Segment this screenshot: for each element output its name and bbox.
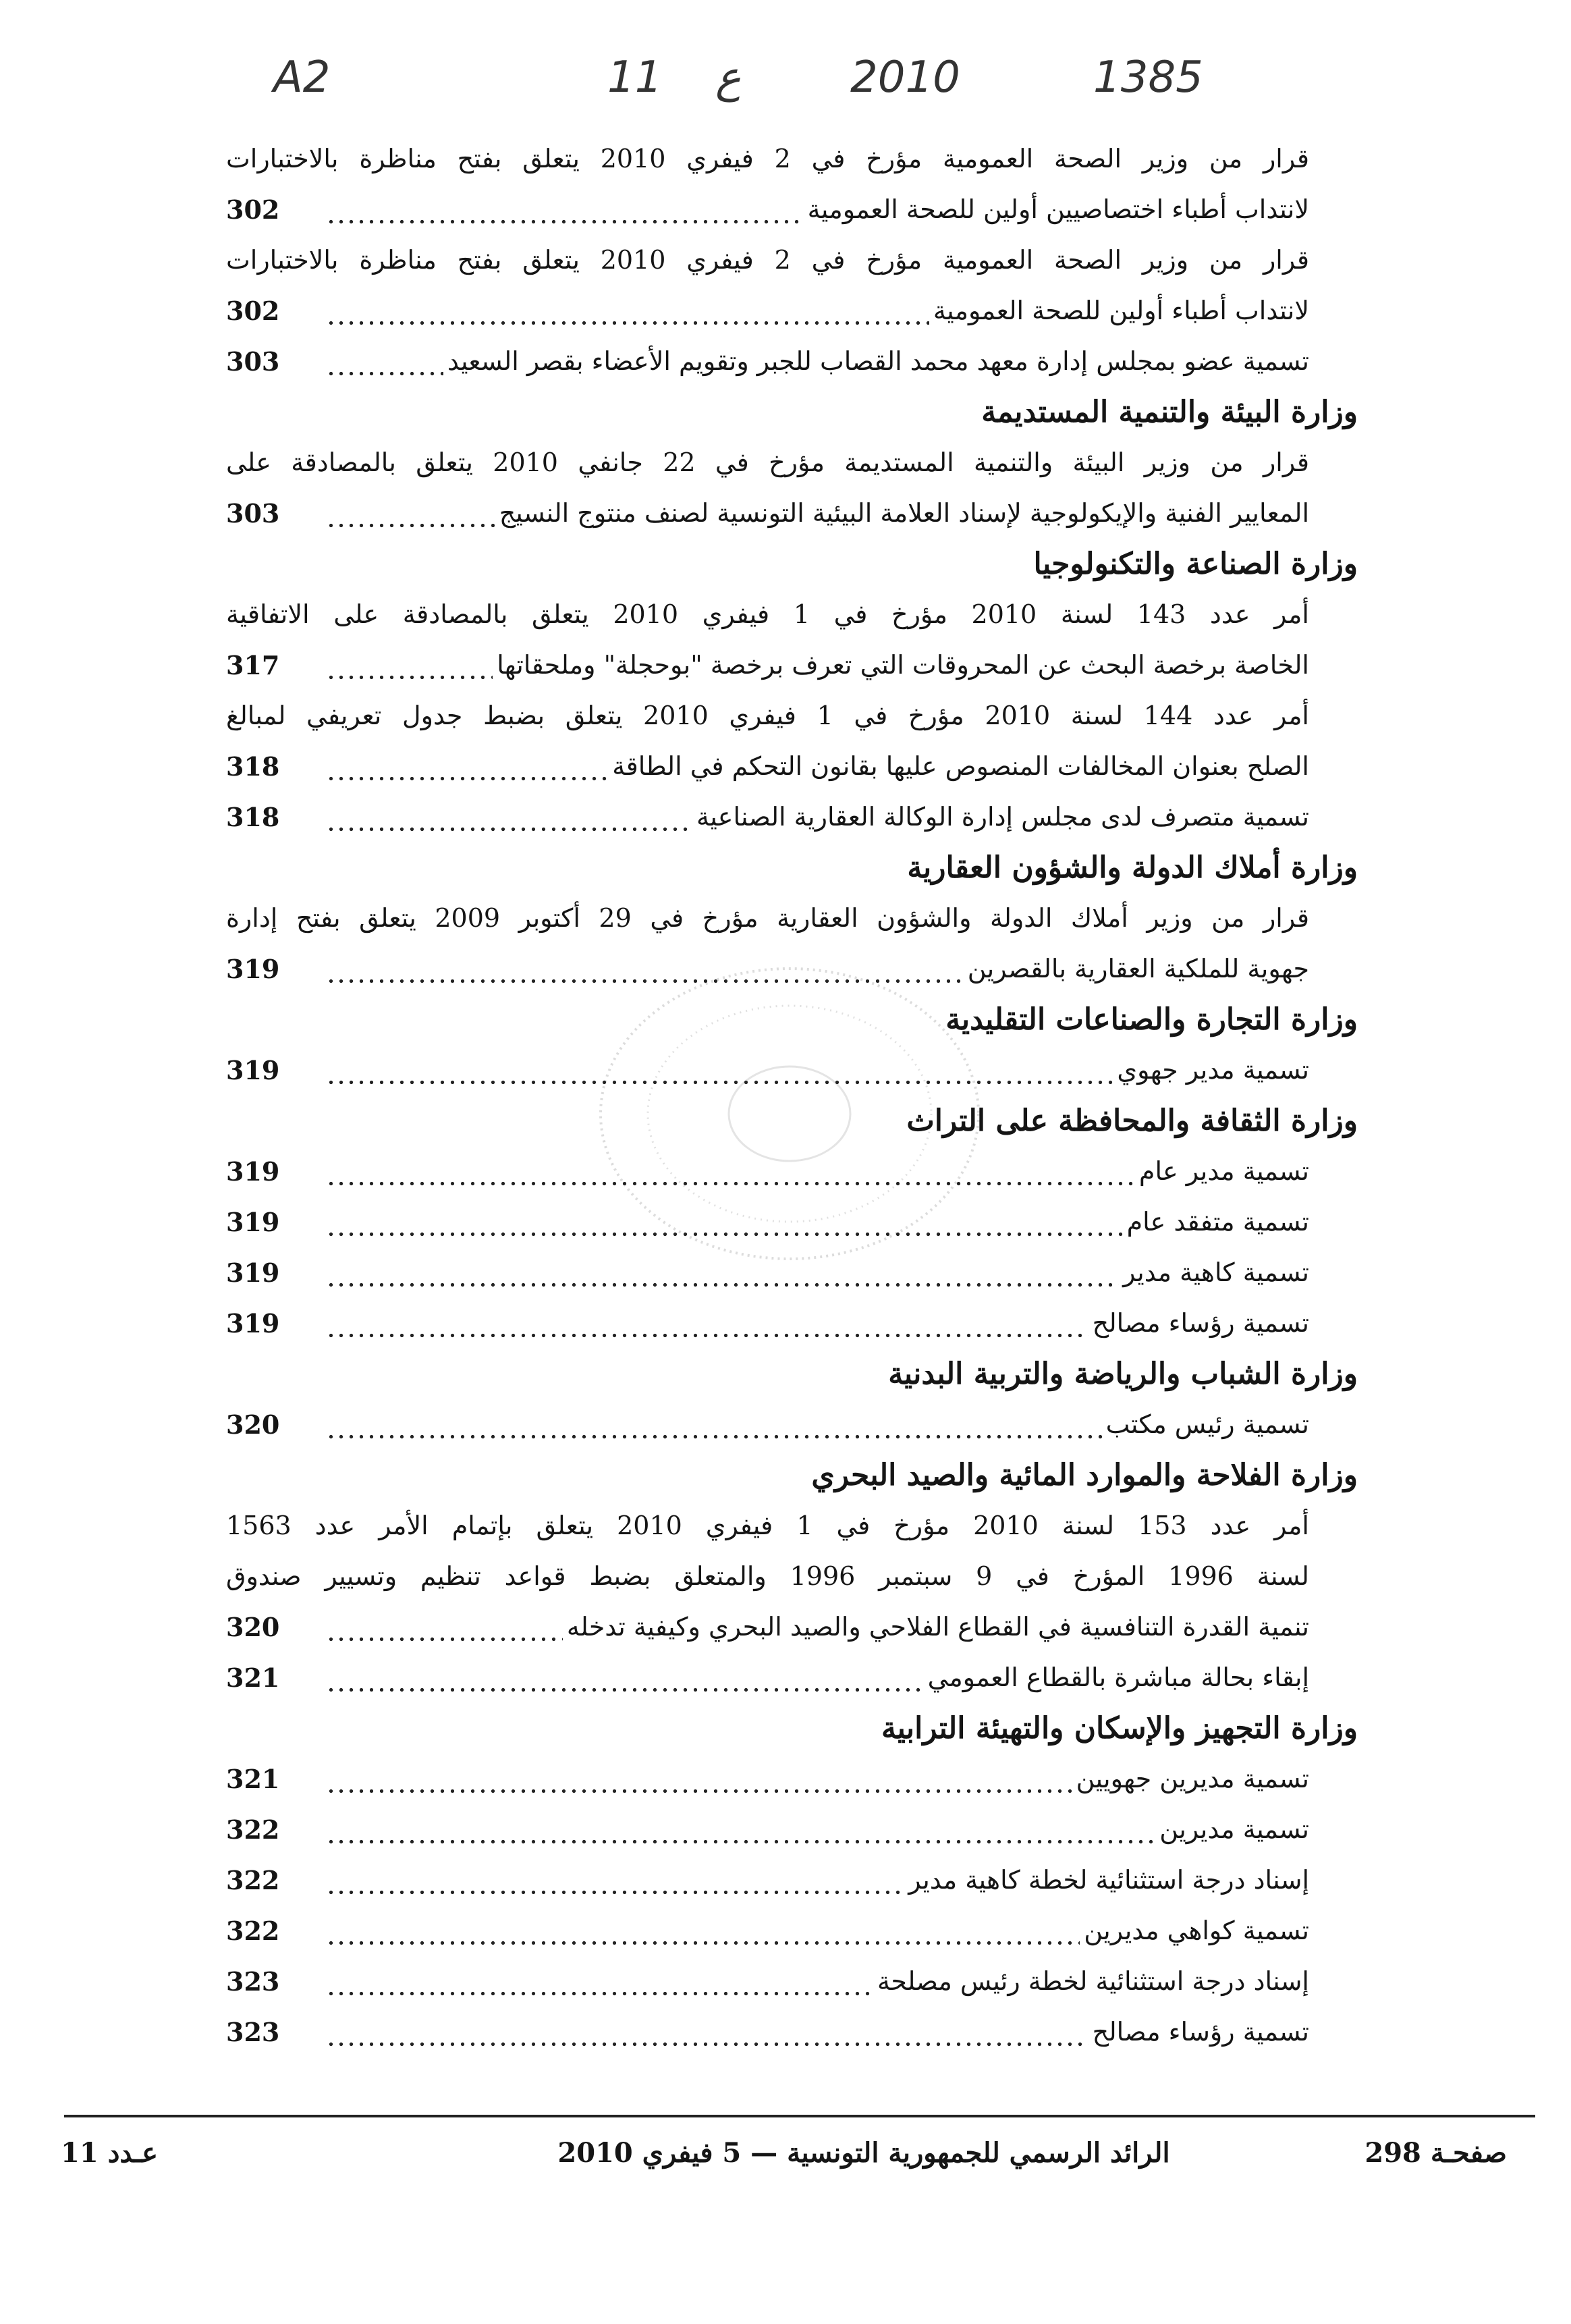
toc-page-number: 321 bbox=[226, 1764, 280, 1794]
dot-leader bbox=[326, 1804, 1155, 1855]
section-heading: وزارة الفلاحة والموارد المائية والصيد البحري bbox=[811, 1458, 1358, 1492]
toc-entry-text: تنمية القدرة التنافسية في القطاع الفلاحي والصيد البحري وكيفية تدخله bbox=[566, 1612, 1309, 1642]
footer-divider bbox=[64, 2115, 1535, 2117]
toc-page-number: 319 bbox=[226, 954, 280, 984]
toc-entry-text: تسمية رؤساء مصالح bbox=[1092, 2017, 1309, 2047]
toc-entry-line-with-page bbox=[226, 1197, 1356, 1247]
table-of-contents bbox=[226, 134, 1356, 2057]
toc-entry-text: لانتداب أطباء أولين للصحة العمومية bbox=[933, 296, 1309, 325]
toc-entry-line bbox=[226, 1501, 1356, 1551]
toc-page-number: 317 bbox=[226, 650, 280, 680]
toc-entry-text: جهوية للملكية العقارية بالقصرين bbox=[967, 954, 1309, 983]
dot-leader bbox=[326, 1146, 1135, 1197]
toc-page-number: 318 bbox=[226, 751, 280, 782]
dot-leader bbox=[326, 1652, 924, 1703]
toc-entry-line bbox=[226, 134, 1356, 184]
toc-page-number: 323 bbox=[226, 1966, 280, 1997]
toc-page-number: 303 bbox=[226, 346, 280, 377]
toc-entry-text: تسمية رئيس مكتب bbox=[1105, 1409, 1309, 1439]
toc-entry-line-with-page bbox=[226, 336, 1356, 387]
toc-entry-text: أمر عدد 153 لسنة 2010 مؤرخ في 1 فيفري 2010 يتعلق بإتمام الأمر عدد 1563 bbox=[226, 1511, 1309, 1540]
toc-page-number: 319 bbox=[226, 1207, 280, 1237]
section-heading: وزارة التجارة والصناعات التقليدية bbox=[945, 1002, 1358, 1037]
toc-entry-line-with-page bbox=[226, 1146, 1356, 1197]
toc-entry-line-with-page bbox=[226, 792, 1356, 842]
toc-entry-line-with-page bbox=[226, 1045, 1356, 1096]
dot-leader bbox=[326, 1855, 904, 1906]
dot-leader bbox=[326, 1197, 1123, 1247]
toc-entry-text: لانتداب أطباء اختصاصيين أولين للصحة العمومية bbox=[807, 194, 1309, 224]
section-heading: وزارة الثقافة والمحافظة على التراث bbox=[906, 1104, 1358, 1138]
handwritten-note-a: A2 bbox=[273, 53, 331, 103]
dot-leader bbox=[326, 792, 692, 842]
handwritten-note-d: 2010 bbox=[850, 53, 960, 103]
toc-entry-line-with-page bbox=[226, 1652, 1356, 1703]
toc-page-number: 319 bbox=[226, 1156, 280, 1187]
toc-entry-line-with-page bbox=[226, 1247, 1356, 1298]
dot-leader bbox=[326, 336, 443, 387]
dot-leader bbox=[326, 488, 495, 539]
footer-issue-number: عـدد 11 bbox=[61, 2137, 158, 2169]
toc-entry-line bbox=[226, 235, 1356, 286]
toc-entry-line-with-page bbox=[226, 1906, 1356, 1956]
toc-entry-line-with-page bbox=[226, 184, 1356, 235]
handwritten-note-c: ع bbox=[715, 53, 742, 103]
dot-leader bbox=[326, 184, 804, 235]
handwritten-note-e: 1385 bbox=[1093, 53, 1203, 103]
toc-entry-text: تسمية رؤساء مصالح bbox=[1092, 1308, 1309, 1338]
toc-entry-line-with-page bbox=[226, 1602, 1356, 1652]
dot-leader bbox=[326, 1399, 1102, 1450]
toc-entry-text: تسمية مدير جهوي bbox=[1117, 1055, 1309, 1085]
toc-entry-line bbox=[226, 437, 1356, 488]
toc-page-number: 303 bbox=[226, 498, 280, 529]
toc-entry-line-with-page bbox=[226, 1956, 1356, 2007]
toc-entry-text: قرار من وزير البيئة والتنمية المستديمة مؤرخ في 22 جانفي 2010 يتعلق بالمصادقة على bbox=[226, 448, 1310, 477]
toc-entry-line-with-page bbox=[226, 1754, 1356, 1804]
toc-page-number: 318 bbox=[226, 802, 280, 832]
dot-leader bbox=[326, 741, 608, 792]
dot-leader bbox=[326, 286, 929, 336]
toc-entry-text: الصلح بعنوان المخالفات المنصوص عليها بقانون التحكم في الطاقة bbox=[612, 751, 1309, 781]
section-heading: وزارة الصناعة والتكنولوجيا bbox=[1033, 547, 1358, 581]
dot-leader bbox=[326, 1298, 1088, 1349]
toc-entry-text: تسمية عضو بمجلس إدارة معهد محمد القصاب للجبر وتقويم الأعضاء بقصر السعيد bbox=[447, 346, 1309, 376]
toc-entry-text: تسمية مديرين bbox=[1159, 1814, 1309, 1844]
toc-entry-text: إسناد درجة استثنائية لخطة رئيس مصلحة bbox=[877, 1966, 1309, 1996]
toc-entry-line-with-page bbox=[226, 488, 1356, 539]
toc-entry-text: قرار من وزير الصحة العمومية مؤرخ في 2 فيفري 2010 يتعلق بفتح مناظرة بالاختبارات bbox=[226, 245, 1309, 275]
section-heading: وزارة البيئة والتنمية المستديمة bbox=[981, 395, 1358, 429]
toc-entry-text: تسمية متفقد عام bbox=[1126, 1207, 1309, 1237]
dot-leader bbox=[326, 1906, 1080, 1956]
toc-entry-text: تسمية مديرين جهويين bbox=[1076, 1764, 1309, 1793]
toc-entry-line bbox=[226, 1551, 1356, 1602]
toc-page-number: 319 bbox=[226, 1258, 280, 1288]
dot-leader bbox=[326, 1956, 873, 2007]
toc-entry-text: المعايير الفنية والإيكولوجية لإسناد العلامة البيئية التونسية لصنف منتوج النسيج bbox=[499, 498, 1309, 528]
toc-entry-line-with-page bbox=[226, 944, 1356, 994]
toc-entry-line bbox=[226, 893, 1356, 944]
dot-leader bbox=[326, 1045, 1113, 1096]
dot-leader bbox=[326, 1247, 1119, 1298]
toc-entry-text: تسمية متصرف لدى مجلس إدارة الوكالة العقارية الصناعية bbox=[696, 802, 1309, 832]
toc-page-number: 322 bbox=[226, 1916, 280, 1946]
toc-entry-line-with-page bbox=[226, 1399, 1356, 1450]
toc-page-number: 322 bbox=[226, 1814, 280, 1845]
dot-leader bbox=[326, 1754, 1072, 1804]
toc-entry-text: إبقاء بحالة مباشرة بالقطاع العمومي bbox=[927, 1663, 1309, 1692]
toc-entry-text: إسناد درجة استثنائية لخطة كاهية مدير bbox=[908, 1865, 1309, 1895]
handwritten-note-b: 11 bbox=[607, 53, 663, 103]
toc-page-number: 320 bbox=[226, 1612, 280, 1642]
dot-leader bbox=[326, 2007, 1088, 2057]
toc-entry-text: الخاصة برخصة البحث عن المحروقات التي تعرف برخصة "بوحجلة" وملحقاتها bbox=[497, 650, 1309, 680]
footer-page-number: صفحـة 298 bbox=[1365, 2137, 1507, 2169]
section-heading: وزارة الشباب والرياضة والتربية البدنية bbox=[888, 1357, 1358, 1391]
toc-page-number: 319 bbox=[226, 1055, 280, 1085]
toc-entry-line-with-page bbox=[226, 1804, 1356, 1855]
toc-entry-text: أمر عدد 144 لسنة 2010 مؤرخ في 1 فيفري 2010 يتعلق بضبط جدول تعريفي لمبالغ bbox=[226, 701, 1309, 730]
toc-entry-text: تسمية مدير عام bbox=[1138, 1156, 1309, 1186]
toc-entry-text: قرار من وزير الصحة العمومية مؤرخ في 2 فيفري 2010 يتعلق بفتح مناظرة بالاختبارات bbox=[226, 144, 1309, 173]
toc-page-number: 302 bbox=[226, 194, 280, 225]
dot-leader bbox=[326, 640, 493, 691]
dot-leader bbox=[326, 944, 964, 994]
toc-entry-line bbox=[226, 589, 1356, 640]
toc-entry-line-with-page bbox=[226, 286, 1356, 336]
toc-page-number: 302 bbox=[226, 296, 280, 326]
toc-entry-text: تسمية كاهية مدير bbox=[1123, 1258, 1309, 1287]
section-heading: وزارة التجهيز والإسكان والتهيئة الترابية bbox=[881, 1711, 1358, 1746]
toc-entry-line-with-page bbox=[226, 1298, 1356, 1349]
toc-page-number: 320 bbox=[226, 1409, 280, 1440]
toc-entry-line-with-page bbox=[226, 1855, 1356, 1906]
toc-page-number: 322 bbox=[226, 1865, 280, 1895]
toc-entry-line-with-page bbox=[226, 2007, 1356, 2057]
footer-journal-title: الرائد الرسمي للجمهورية التونسية — 5 فيفري 2010 bbox=[557, 2137, 1170, 2169]
dot-leader bbox=[326, 1602, 563, 1652]
toc-entry-line-with-page bbox=[226, 640, 1356, 691]
toc-entry-line-with-page bbox=[226, 741, 1356, 792]
toc-entry-text: تسمية كواهي مديرين bbox=[1084, 1916, 1309, 1945]
toc-page-number: 321 bbox=[226, 1663, 280, 1693]
toc-entry-text: أمر عدد 143 لسنة 2010 مؤرخ في 1 فيفري 2010 يتعلق بالمصادقة على الاتفاقية bbox=[226, 599, 1309, 629]
section-heading: وزارة أملاك الدولة والشؤون العقارية bbox=[907, 850, 1358, 885]
toc-entry-text: لسنة 1996 المؤرخ في 9 سبتمبر 1996 والمتعلق بضبط قواعد تنظيم وتسيير صندوق bbox=[226, 1561, 1309, 1591]
toc-page-number: 323 bbox=[226, 2017, 280, 2047]
toc-entry-text: قرار من وزير أملاك الدولة والشؤون العقارية مؤرخ في 29 أكتوبر 2009 يتعلق بفتح إدارة bbox=[226, 903, 1309, 933]
toc-entry-line bbox=[226, 691, 1356, 741]
toc-page-number: 319 bbox=[226, 1308, 280, 1339]
